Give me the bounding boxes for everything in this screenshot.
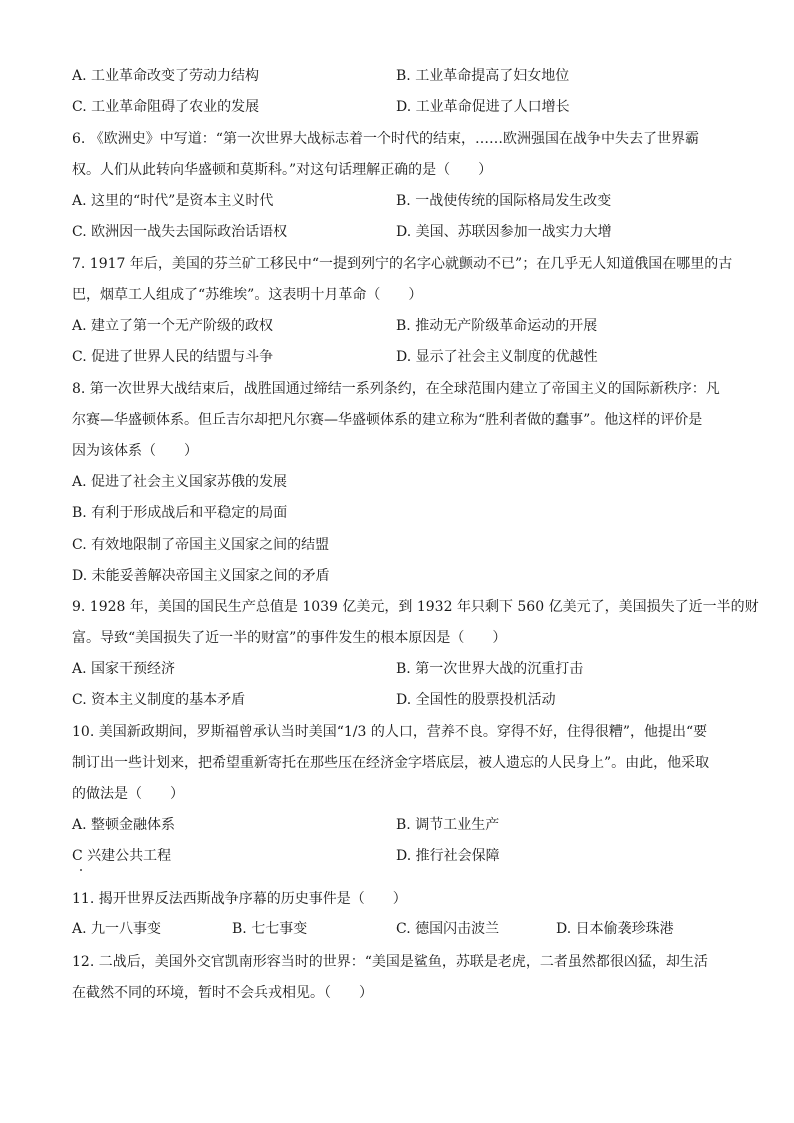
- q8-stem-line-2: 尔赛—华盛顿体系。但丘吉尔却把凡尔赛—华盛顿体系的建立称为“胜利者做的蠢事”。他这样的评价是: [72, 412, 703, 428]
- q6-option-d: D. 美国、苏联因参加一战实力大增: [396, 224, 612, 240]
- q8-option-c: C. 有效地限制了帝国主义国家之间的结盟: [72, 537, 330, 553]
- q9-stem-line-1: 9. 1928 年，美国的国民生产总值是 1039 亿美元，到 1932 年只剩下 560 亿美元了，美国损失了近一半的财: [72, 599, 759, 615]
- q5-option-a: A. 工业革命改变了劳动力结构: [72, 68, 260, 84]
- q11-option-c: C. 德国闪击波兰: [396, 921, 500, 937]
- q8-option-b: B. 有利于形成战后和平稳定的局面: [72, 505, 288, 521]
- q7-option-a: A. 建立了第一个无产阶级的政权: [72, 318, 274, 334]
- q7-option-c: C. 促进了世界人民的结盟与斗争: [72, 349, 274, 365]
- q8-option-a: A. 促进了社会主义国家苏俄的发展: [72, 474, 288, 490]
- q5-option-d: D. 工业革命促进了人口增长: [396, 99, 570, 115]
- q10-option-a: A. 整顿金融体系: [72, 817, 176, 833]
- q11-option-a: A. 九一八事变: [72, 921, 162, 937]
- q7-stem-line-2: 巴，烟草工人组成了“苏维埃”。这表明十月革命（ ）: [72, 287, 423, 303]
- q10-option-d: D. 推行社会保障: [396, 848, 500, 864]
- q11-option-d: D. 日本偷袭珍珠港: [556, 921, 674, 937]
- q7-option-b: B. 推动无产阶级革命运动的开展: [396, 318, 598, 334]
- q6-option-c: C. 欧洲因一战失去国际政治话语权: [72, 224, 288, 240]
- q10-stem-line-2: 制订出一些计划来，把希望重新寄托在那些压在经济金字塔底层，被人遗忘的人民身上”。由此，他采取: [72, 755, 710, 771]
- q5-option-c: C. 工业革命阻碍了农业的发展: [72, 99, 260, 115]
- q9-option-d: D. 全国性的股票投机活动: [396, 692, 556, 708]
- q11-option-b: B. 七七事变: [232, 921, 308, 937]
- q9-stem-line-2: 富。导致“美国损失了近一半的财富”的事件发生的根本原因是（ ）: [72, 630, 507, 646]
- q9-option-b: B. 第一次世界大战的沉重打击: [396, 661, 584, 677]
- q8-stem-line-3: 因为该体系（ ）: [72, 443, 198, 459]
- q10-option-c: C 兴建公共工程: [72, 848, 172, 864]
- q11-stem-line-1: 11. 揭开世界反法西斯战争序幕的历史事件是（ ）: [72, 891, 407, 907]
- q9-option-c: C. 资本主义制度的基本矛盾: [72, 692, 246, 708]
- q6-option-a: A. 这里的“时代”是资本主义时代: [72, 193, 274, 209]
- q9-option-a: A. 国家干预经济: [72, 661, 176, 677]
- q8-stem-line-1: 8. 第一次世界大战结束后，战胜国通过缔结一系列条约，在全球范围内建立了帝国主义的国际新秩序：凡: [72, 381, 720, 397]
- stray-dot-mark: [80, 869, 82, 871]
- q12-stem-line-1: 12. 二战后，美国外交官凯南形容当时的世界：“美国是鲨鱼，苏联是老虎，二者虽然都很凶猛，却生活: [72, 954, 708, 970]
- q8-option-d: D. 未能妥善解决帝国主义国家之间的矛盾: [72, 568, 330, 584]
- q6-option-b: B. 一战使传统的国际格局发生改变: [396, 193, 612, 209]
- q6-stem-line-1: 6. 《欧洲史》中写道：“第一次世界大战标志着一个时代的结束，……欧洲强国在战争中失去了世界霸: [72, 131, 699, 147]
- q10-stem-line-3: 的做法是（ ）: [72, 786, 184, 802]
- q7-option-d: D. 显示了社会主义制度的优越性: [396, 349, 598, 365]
- q10-option-b: B. 调节工业生产: [396, 817, 500, 833]
- q12-stem-line-2: 在截然不同的环境，暂时不会兵戎相见。（ ）: [72, 985, 373, 1001]
- q7-stem-line-1: 7. 1917 年后，美国的芬兰矿工移民中“一提到列宁的名字心就颤动不已”；在几乎无人知道俄国在哪里的古: [72, 256, 733, 272]
- q10-stem-line-1: 10. 美国新政期间，罗斯福曾承认当时美国“1/3 的人口，营养不良。穿得不好，住得很糟”，他提出“要: [72, 724, 708, 740]
- q5-option-b: B. 工业革命提高了妇女地位: [396, 68, 570, 84]
- q6-stem-line-2: 权。人们从此转向华盛顿和莫斯科。”对这句话理解正确的是（ ）: [72, 162, 493, 178]
